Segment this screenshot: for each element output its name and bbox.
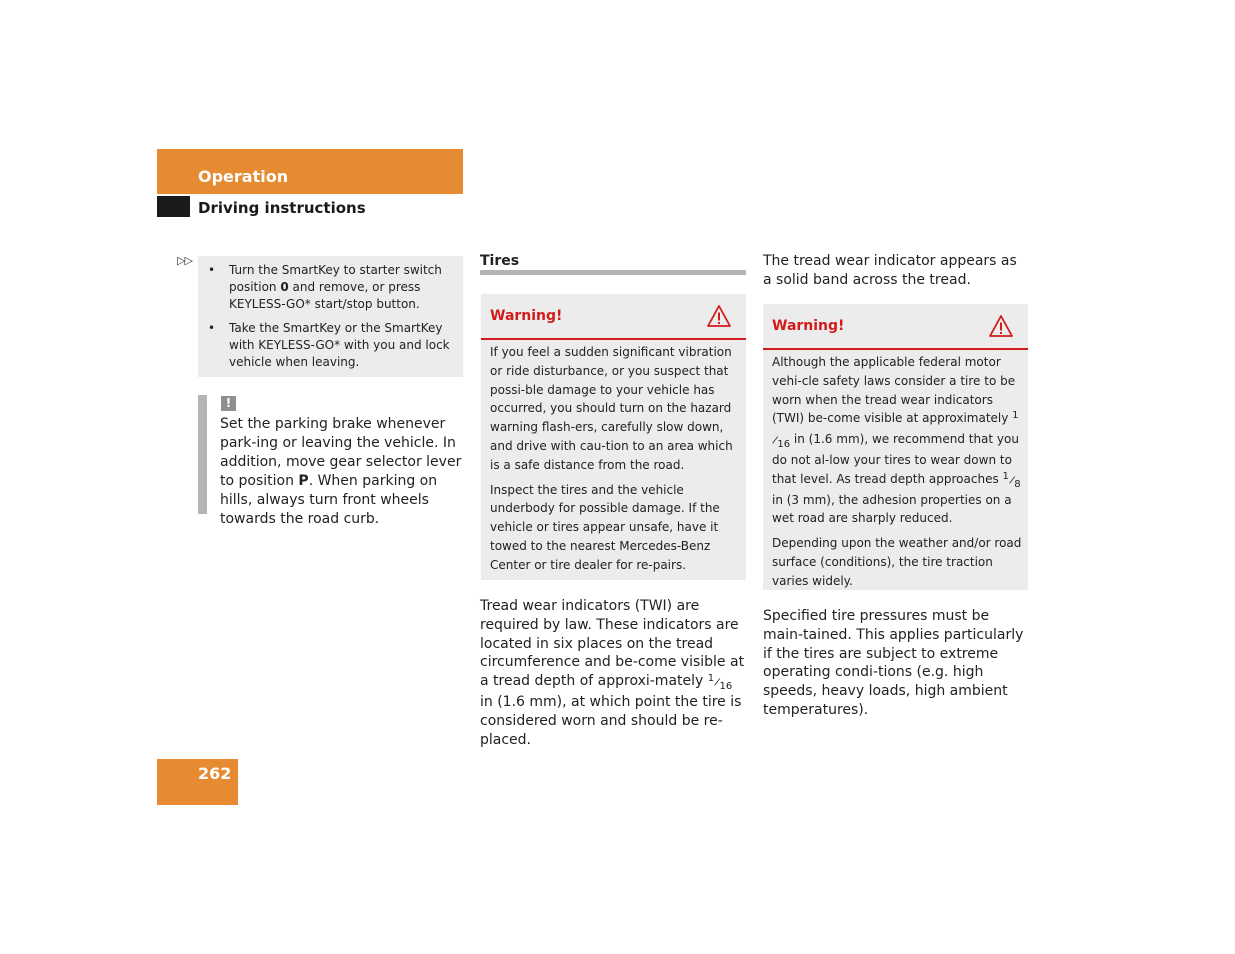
warning-triangle-icon xyxy=(706,304,732,328)
subsection-title: Driving instructions xyxy=(198,199,366,217)
warning-title: Warning! xyxy=(772,318,845,334)
warning-triangle-icon xyxy=(988,314,1014,338)
warning-body xyxy=(490,343,740,581)
section-title: Operation xyxy=(198,167,289,186)
tires-heading: Tires xyxy=(480,253,520,269)
bullet-list-box xyxy=(198,256,463,377)
subsection-marker xyxy=(157,196,190,217)
note-text: Set the parking brake whenever park-ing or leaving the vehicle. In addition, move gear selector lever to position P. When parking on hills, always turn front wheels towards the road curb. xyxy=(220,416,462,527)
bullet-icon: • xyxy=(208,321,216,335)
warning-body xyxy=(772,353,1022,597)
exclamation-icon: ! xyxy=(221,396,236,411)
warning-header xyxy=(481,294,746,340)
warning-title: Warning! xyxy=(490,308,563,324)
page-number: 262 xyxy=(198,764,232,783)
twi-paragraph: Tread wear indicators (TWI) are required by law. These indicators are located in six places on the tread circumference and be-come visible at a tread depth of approxi-mately 1/16 in (1.6 mm), at which point the tire is considered worn and should be re-placed. xyxy=(480,598,745,748)
warning-paragraph: Although the applicable federal motor vehi-cle safety laws consider a tire to be worn when the tread wear indicators (TWI) be-come visible at approximately 1/16 in (1.6 mm), we recommend that you do not al-low your tires to wear down to that level. As tread depth approaches 1/8 in (3 mm), the adhesion properties on a wet road are sharply reduced. xyxy=(771,355,1021,526)
heading-rule xyxy=(480,270,746,275)
tread-indicator-paragraph: The tread wear indicator appears as a solid band across the tread. xyxy=(763,253,1017,288)
continuation-icon: ▷▷ xyxy=(177,254,192,267)
warning-paragraph: Inspect the tires and the vehicle underbody for possible damage. If the vehicle or tires appear unsafe, have it towed to the nearest Mercedes-Benz Center or tire dealer for re-pairs. xyxy=(490,482,720,572)
tire-pressure-paragraph: Specified tire pressures must be main-tained. This applies particularly if the tires are subject to extreme operating condi-tions (e.g. high speeds, heavy loads, high ambient temperatures). xyxy=(763,608,1024,718)
note-side-bar xyxy=(198,395,207,514)
warning-box xyxy=(481,294,746,580)
warning-header xyxy=(763,304,1028,350)
list-item: • Turn the SmartKey to starter switch position 0 and remove, or press KEYLESS-GO* start/stop button. xyxy=(208,263,442,311)
warning-paragraph: If you feel a sudden significant vibration or ride disturbance, or you suspect that possi-ble damage to your vehicle has occurred, you should turn on the hazard warning flash-ers, carefully slow down, and drive with cau-tion to an area which is a safe distance from the road. xyxy=(490,345,733,472)
list-item: • Take the SmartKey or the SmartKey with KEYLESS-GO* with you and lock vehicle when leaving. xyxy=(208,321,450,369)
bullet-icon: • xyxy=(208,263,216,277)
warning-paragraph: Depending upon the weather and/or road surface (conditions), the tire traction varies widely. xyxy=(772,536,1022,588)
warning-box xyxy=(763,304,1028,590)
